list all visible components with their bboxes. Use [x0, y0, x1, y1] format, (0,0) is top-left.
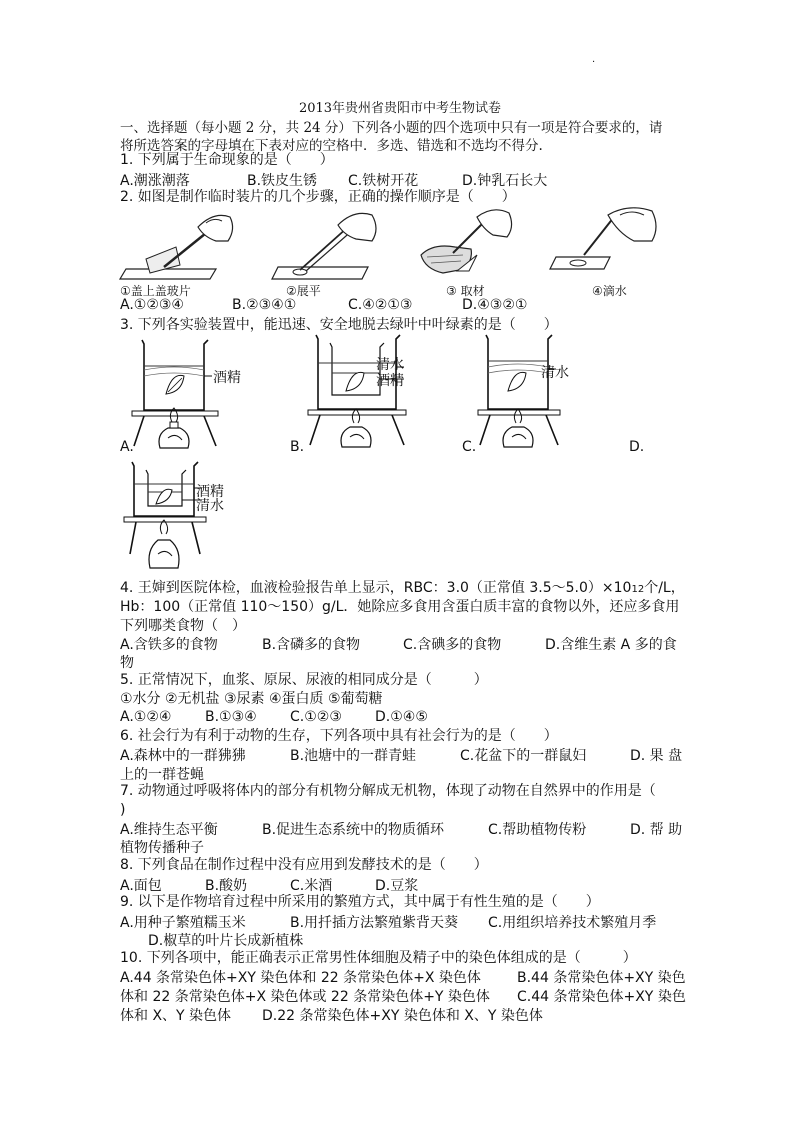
question-4-option-c[interactable]: C.含碘多的食物 — [403, 637, 502, 653]
question-6-option-d-wrap: 上的一群苍蝇 — [120, 767, 204, 783]
question-4-stem-line1: 4. 王婶到医院体检，血液检验报告单上显示，RBC：3.0（正常值 3.5～5.0）×1012个/L， — [120, 580, 685, 596]
question-8-option-a[interactable]: A.面包 — [120, 878, 162, 894]
question-9-stem: 9. 以下是作物培育过程中所采用的繁殖方式，其中属于有性生殖的是（ ） — [120, 894, 600, 910]
question-8-option-b[interactable]: B.酸奶 — [205, 878, 248, 894]
question-8-option-d[interactable]: D.豆浆 — [375, 878, 419, 894]
question-3-option-d[interactable]: D. — [629, 439, 645, 455]
question-6-stem: 6. 社会行为有利于动物的生存，下列各项中具有社会行为的是（ ） — [120, 728, 558, 744]
section-instruction-line1: 一、选择题（每小题 2 分，共 24 分）下列各小题的四个选项中只有一项是符合要求的，请 — [120, 120, 663, 136]
step-drip-water-figure — [548, 207, 668, 282]
question-6-option-b[interactable]: B.池塘中的一群青蛙 — [290, 748, 417, 764]
question-9-option-a[interactable]: A.用种子繁殖糯玉米 — [120, 915, 246, 931]
question-7-option-d-wrap: 植物传播种子 — [120, 840, 204, 856]
question-4-stem-line2: Hb：100（正常值 110～150）g/L．她除应多食用含蛋白质丰富的食物以外，还应多食用 — [120, 599, 680, 615]
question-5-components: ①水分 ②无机盐 ③尿素 ④蛋白质 ⑤葡萄糖 — [120, 691, 383, 707]
question-10-option-b-wrap: 体和 22 条常染色体+X 染色体或 22 条常染色体+Y 染色体 — [120, 989, 490, 1005]
question-10-option-d[interactable]: D.22 条常染色体+XY 染色体和 X、Y 染色体 — [262, 1008, 543, 1024]
question-3-option-a[interactable]: A. — [120, 439, 134, 455]
question-4-option-b[interactable]: B.含磷多的食物 — [262, 637, 361, 653]
apparatus-b-figure — [300, 333, 450, 451]
step-caption-3: ③ 取材 — [446, 284, 485, 298]
question-10-stem: 10. 下列各项中，能正确表示正常男性体细胞及精子中的染色体组成的是（ ） — [120, 950, 637, 966]
apparatus-b-liquid-inner: 酒精 — [376, 373, 404, 389]
apparatus-a-figure — [120, 336, 260, 454]
question-3-option-c[interactable]: C. — [462, 439, 477, 455]
question-4-exponent: 12 — [631, 584, 645, 595]
apparatus-d-liquid-inner: 清水 — [196, 498, 224, 514]
question-4-stem-line3: 下列哪类食物（ ） — [120, 618, 246, 634]
question-7-option-a[interactable]: A.维持生态平衡 — [120, 822, 218, 838]
corner-mark: . — [592, 54, 596, 65]
question-2-option-d[interactable]: D.④③②① — [462, 297, 528, 313]
question-10-option-c-wrap: 体和 X、Y 染色体 — [120, 1008, 232, 1024]
step-caption-1: ①盖上盖玻片 — [120, 284, 191, 298]
question-7-option-c[interactable]: C.帮助植物传粉 — [488, 822, 587, 838]
section-instruction-line2: 将所选答案的字母填在下表对应的空格中．多选、错选和不选均不得分. — [120, 138, 543, 154]
question-1-option-b[interactable]: B.铁皮生锈 — [247, 173, 318, 189]
question-10-option-a[interactable]: A.44 条常染色体+XY 染色体和 22 条常染色体+X 染色体 — [120, 970, 481, 986]
question-9-option-b[interactable]: B.用扦插方法繁殖紫背天葵 — [290, 915, 459, 931]
apparatus-b-liquid-outer: 清水 — [376, 357, 404, 373]
question-5-option-d[interactable]: D.①④⑤ — [375, 709, 428, 725]
apparatus-a-liquid: 酒精 — [213, 370, 241, 386]
apparatus-c-figure — [476, 333, 616, 451]
step-take-material-figure — [413, 207, 533, 282]
question-7-stem-line2: ) — [120, 802, 126, 818]
question-1-option-c[interactable]: C.铁树开花 — [348, 173, 419, 189]
question-5-option-c[interactable]: C.①②③ — [290, 709, 342, 725]
question-9-option-d[interactable]: D.椒草的叶片长成新植株 — [148, 933, 304, 949]
question-1-option-d[interactable]: D.钟乳石长大 — [462, 173, 548, 189]
question-9-option-c[interactable]: C.用组织培养技术繁殖月季 — [488, 915, 657, 931]
question-1-option-a[interactable]: A.潮涨潮落 — [120, 173, 190, 189]
question-2-option-b[interactable]: B.②③④① — [232, 297, 297, 313]
question-8-option-c[interactable]: C.米酒 — [290, 878, 333, 894]
question-4-option-a[interactable]: A.含铁多的食物 — [120, 637, 218, 653]
question-2-option-c[interactable]: C.④②①③ — [348, 297, 413, 313]
question-6-option-c[interactable]: C.花盆下的一群鼠妇 — [460, 748, 587, 764]
question-3-stem: 3. 下列各实验装置中，能迅速、安全地脱去绿叶中叶绿素的是（ ） — [120, 317, 558, 333]
question-7-option-d[interactable]: D. 帮 助 — [630, 822, 683, 838]
apparatus-d-figure — [124, 460, 264, 578]
question-7-stem-line1: 7. 动物通过呼吸将体内的部分有机物分解成无机物，体现了动物在自然界中的作用是（ — [120, 783, 656, 799]
apparatus-c-liquid: 清水 — [541, 365, 569, 381]
question-5-option-a[interactable]: A.①②④ — [120, 709, 172, 725]
question-5-stem: 5. 正常情况下，血浆、原尿、尿液的相同成分是（ ） — [120, 672, 488, 688]
step-flatten-figure — [268, 207, 388, 282]
question-4-option-d[interactable]: D.含维生素 A 多的食 — [545, 637, 677, 653]
apparatus-d-liquid-outer: 酒精 — [196, 484, 224, 500]
question-5-option-b[interactable]: B.①③④ — [205, 709, 257, 725]
step-cover-slip-figure — [118, 207, 238, 282]
step-caption-4: ④滴水 — [592, 284, 627, 298]
page-title: 2013年贵州省贵阳市中考生物试卷 — [298, 101, 502, 116]
question-6-option-d[interactable]: D. 果 盘 — [630, 748, 683, 764]
question-2-stem: 2. 如图是制作临时装片的几个步骤，正确的操作顺序是（ ） — [120, 189, 516, 205]
question-1-stem: 1. 下列属于生命现象的是（ ） — [120, 152, 334, 168]
step-caption-2: ②展平 — [286, 284, 321, 298]
question-10-option-c[interactable]: C.44 条常染色体+XY 染色 — [517, 989, 686, 1005]
question-10-option-b[interactable]: B.44 条常染色体+XY 染色 — [517, 970, 686, 986]
question-3-option-b[interactable]: B. — [290, 439, 305, 455]
question-6-option-a[interactable]: A.森林中的一群狒狒 — [120, 748, 246, 764]
question-4-option-d-wrap: 物 — [120, 655, 134, 671]
question-8-stem: 8. 下列食品在制作过程中没有应用到发酵技术的是（ ） — [120, 857, 488, 873]
question-7-option-b[interactable]: B.促进生态系统中的物质循环 — [262, 822, 445, 838]
question-2-option-a[interactable]: A.①②③④ — [120, 297, 184, 313]
